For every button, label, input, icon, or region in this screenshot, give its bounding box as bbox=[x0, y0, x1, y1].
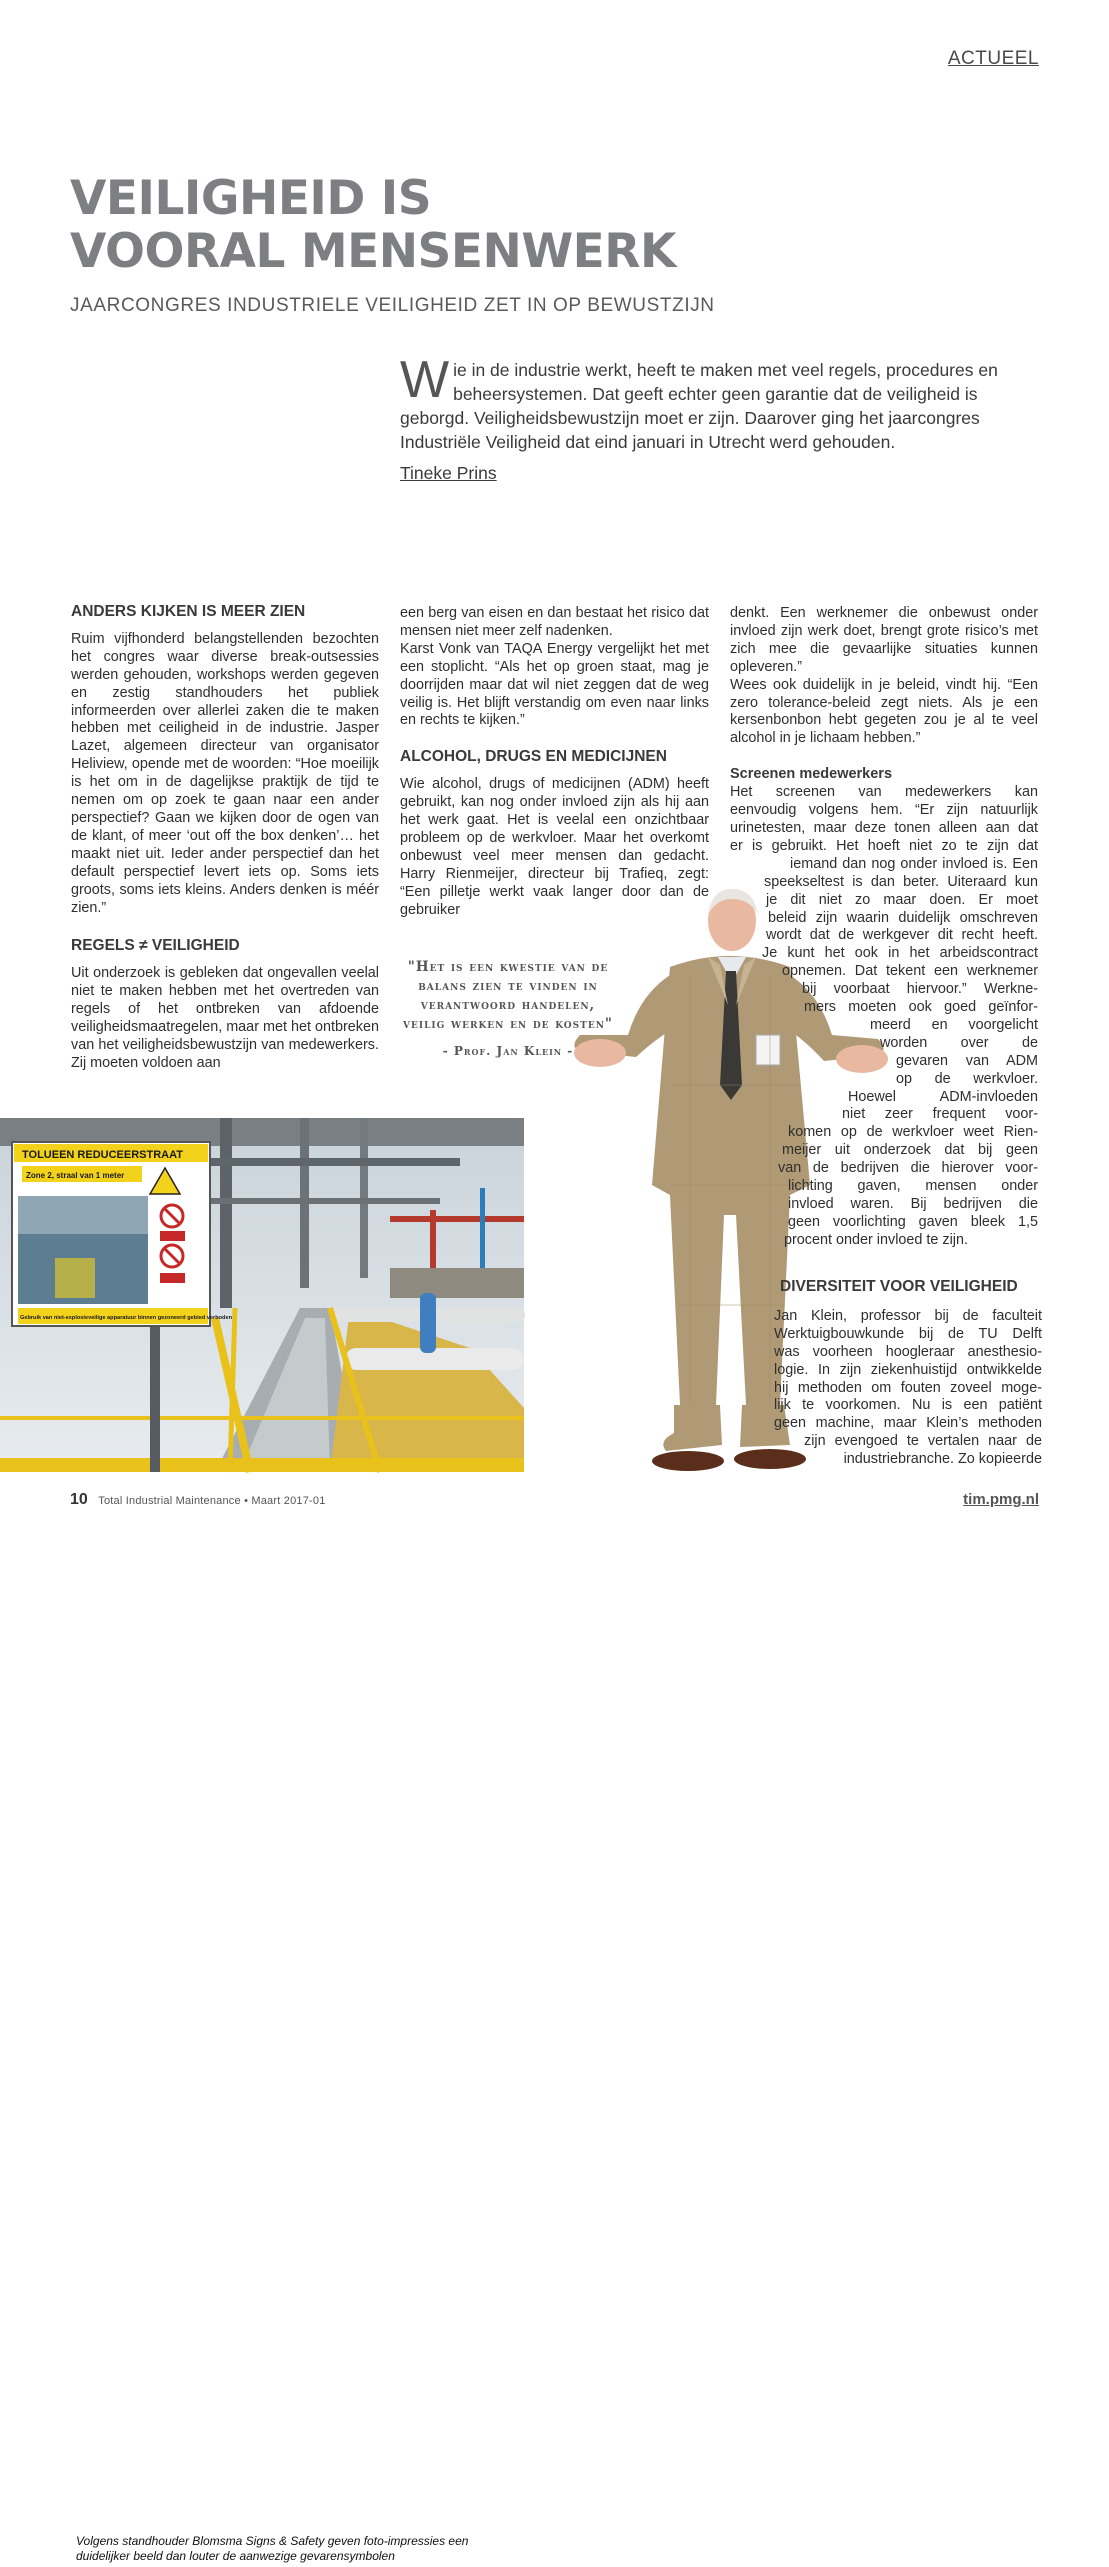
text-line: geen voorlichting gaven bleek 1,5 bbox=[788, 1213, 1038, 1230]
pull-quote-text: "Het is een kwestie van de balans zien te vinden in verantwoord handelen, veilig werken en de kosten" bbox=[403, 959, 613, 1032]
paragraph: Wees ook duidelijk in je beleid, vindt hij. “Een zero tolerance-beleid zegt niets. Als je een kersenbonbon hebt gegeten zou je al te veel alcohol in je lichaam hebben.” bbox=[730, 676, 1038, 747]
text-line: worden over de bbox=[880, 1034, 1038, 1051]
text-line: lichting gaven, mensen onder bbox=[788, 1178, 1038, 1195]
text-line: niet zeer frequent voor- bbox=[842, 1106, 1038, 1123]
text-line: wordt dat de werkgever dit recht heeft. bbox=[766, 927, 1038, 944]
text-line: beleid zijn waarin duidelijk omschreven bbox=[768, 909, 1038, 926]
text-line: geen machine, maar Klein’s methoden bbox=[774, 1415, 1042, 1432]
heading-alcohol-drugs: ALCOHOL, DRUGS EN MEDICIJNEN bbox=[400, 748, 667, 766]
wrapped-paragraph-diversiteit bbox=[774, 1307, 1042, 1469]
author-byline[interactable]: Tineke Prins bbox=[400, 463, 497, 483]
text-line: Jan Klein, professor bij de faculteit bbox=[774, 1307, 1042, 1324]
text-line: Je kunt het ook in het arbeidscontract bbox=[762, 945, 1038, 962]
paragraph: denkt. Een werknemer die onbewust onder invloed zijn werk doet, brengt grote risico’s met zich mee die gevaarlijke situaties kunnen opleveren.” bbox=[730, 605, 1038, 675]
paragraph: Ruim vijfhonderd belangstellenden bezochten het congres waar diverse break-outsessies werden gehouden, workshops werden gegeven en zestig standhouders het publiek informeerden over allerlei zaken die te maken hebben met ceiligheid in de industrie. Jasper Lazet, algemeen directeur van organisator Heliview, opende met de woorden: “Hoe moeilijk is het om in de dagelijkse praktijk de tijd te nemen om op zoek te gaan naar een ander perspectief? Gaan we kijken door de ogen van de klant, of meer ‘out off the box denken’… het maakt niet uit. Ieder ander perspectief dan het default perspectief levert iets op. Soms iets groots, soms iets kleins. Anders denken is méér zien.” bbox=[71, 630, 379, 916]
sign-footer: Gebruik van niet-explosieveilige apparatuur binnen gezoneerd gebied verboden bbox=[20, 1315, 232, 1321]
heading-anders-kijken: ANDERS KIJKEN IS MEER ZIEN bbox=[71, 603, 306, 620]
title-line-2: VOORAL MENSENWERK bbox=[70, 224, 676, 279]
text-line: eenvoudig volgens hem. “Er zijn natuurlijk bbox=[730, 802, 1038, 819]
text-line: gevaren van ADM bbox=[896, 1052, 1038, 1069]
paragraph: Uit onderzoek is gebleken dat ongevallen veelal niet te maken hebben met het overtreden van regels of het ontbreken van afdoende veiligheidsmaatregelen, maar met het ontbreken van het veiligheidsbewustzijn van medewerkers. Zij moeten voldoen aan bbox=[71, 965, 379, 1071]
text-line: komen op de werkvloer weet Rien- bbox=[788, 1124, 1038, 1141]
text-line: invloed waren. Bij bedrijven die bbox=[788, 1196, 1038, 1212]
text-line: bij voorbaat hiervoor.” Werkne- bbox=[802, 981, 1038, 998]
column-1 bbox=[71, 603, 379, 1073]
heading-screenen-medewerkers: Screenen medewerkers bbox=[730, 766, 893, 783]
text-line: er is gebruikt. Het hoeft niet zo te zijn dat bbox=[730, 837, 1038, 854]
photo-caption: Volgens standhouder Blomsma Signs & Safety geven foto-impressies een duidelijker beeld dan louter de aanwezige gevarensymbolen bbox=[70, 2531, 490, 2567]
article-intro bbox=[400, 351, 1000, 454]
industrial-walkway-image bbox=[0, 1118, 524, 1472]
text-line: zijn evengoed te vertalen naar de bbox=[804, 1433, 1042, 1450]
heading-regels-veiligheid: REGELS ≠ VEILIGHEID bbox=[71, 937, 240, 955]
text-line: meerd en voorgelicht bbox=[870, 1016, 1038, 1033]
text-line: je dit niet zo maar doen. Er moet bbox=[766, 891, 1038, 908]
heading-diversiteit: DIVERSITEIT VOOR VEILIGHEID bbox=[780, 1278, 1018, 1295]
text-line: opnemen. Dat tekent een werknemer bbox=[782, 963, 1038, 980]
column-3-lower bbox=[774, 1278, 1042, 1469]
text-line: urinetesten, maar deze tonen alleen aan dat bbox=[730, 819, 1038, 836]
text-line: was voorheen hoogleraar anesthesio- bbox=[774, 1343, 1042, 1360]
text-line: logie. In zijn ziekenhuistijd ontwikkelde bbox=[774, 1361, 1042, 1378]
text-line: Hoewel ADM-invloeden bbox=[848, 1088, 1038, 1105]
drop-cap: W bbox=[400, 351, 450, 409]
paragraph: Wie alcohol, drugs of medicijnen (ADM) heeft gebruikt, kan nog onder invloed zijn als hij aan het werk gaat. Het is veelal een onzichtbaar probleem op de werkvloer. Maar het overkomt onbewust veel meer mensen dan gedacht. Harry Rienmeijer, directeur bij Trafieq, zegt: “Een pilletje werkt vaak langer door dan de gebruiker bbox=[400, 776, 709, 918]
paragraph: Karst Vonk van TAQA Energy vergelijkt het met een stoplicht. “Als het op groen staat, mag je doorrijden maar dat wil niet zeggen dat de weg veilig is. Het blijft verstandig om even naar links en rechts te kijken.” bbox=[400, 640, 709, 729]
intro-text: ie in de industrie werkt, heeft te maken met veel regels, procedures en beheersystemen. Dat geeft echter geen garantie dat de veiligheid is geborgd. Veiligheidsbewustzijn moet er zijn. Daarover ging het jaarcongres Industriële Veiligheid dat eind januari in Utrecht werd gehouden. bbox=[400, 360, 998, 452]
column-2 bbox=[400, 605, 709, 920]
page-number: 10 bbox=[70, 1491, 88, 1508]
text-line: van de bedrijven die hierover voor- bbox=[778, 1160, 1038, 1177]
paragraph: een berg van eisen en dan bestaat het risico dat mensen niet meer zelf nadenken. bbox=[400, 605, 709, 639]
footer-left bbox=[70, 1491, 326, 1509]
section-label[interactable]: ACTUEEL bbox=[947, 48, 1039, 69]
text-line: mers moeten ook goed geïnfor- bbox=[804, 999, 1038, 1016]
text-line: Werktuigbouwkunde bij de TU Delft bbox=[774, 1325, 1042, 1342]
column-3 bbox=[730, 605, 1038, 1250]
wrapped-paragraph-screenen bbox=[730, 784, 1038, 1250]
footer-url[interactable]: tim.pmg.nl bbox=[963, 1491, 1039, 1508]
pull-quote-byline: - Prof. Jan Klein - bbox=[442, 1044, 574, 1058]
sign-zone: Zone 2, straal van 1 meter bbox=[26, 1171, 125, 1180]
article-subtitle: JAARCONGRES INDUSTRIELE VEILIGHEID ZET IN OP BEWUSTZIJN bbox=[70, 295, 715, 316]
title-line-1: VEILIGHEID IS bbox=[70, 171, 432, 226]
article-title bbox=[70, 172, 676, 278]
text-line: hij methoden om fouten zoveel moge- bbox=[774, 1379, 1042, 1396]
text-line: procent onder invloed te zijn. bbox=[784, 1231, 968, 1248]
magazine-info: Total Industrial Maintenance • Maart 2017-01 bbox=[98, 1495, 326, 1507]
text-line: speekseltest is dan beter. Uiteraard kun bbox=[764, 873, 1038, 890]
text-line: iemand dan nog onder invloed is. Een bbox=[790, 855, 1038, 872]
text-line: industriebranche. Zo kopieerde bbox=[843, 1451, 1042, 1468]
text-line: Het screenen van medewerkers kan bbox=[730, 784, 1038, 801]
sign-title: TOLUEEN REDUCEERSTRAAT bbox=[22, 1149, 183, 1161]
text-line: lijk te voorkomen. Nu is een patiënt bbox=[774, 1397, 1042, 1414]
text-line: meijer uit onderzoek dat bij geen bbox=[782, 1142, 1038, 1159]
text-line: op de werkvloer. bbox=[896, 1070, 1038, 1087]
